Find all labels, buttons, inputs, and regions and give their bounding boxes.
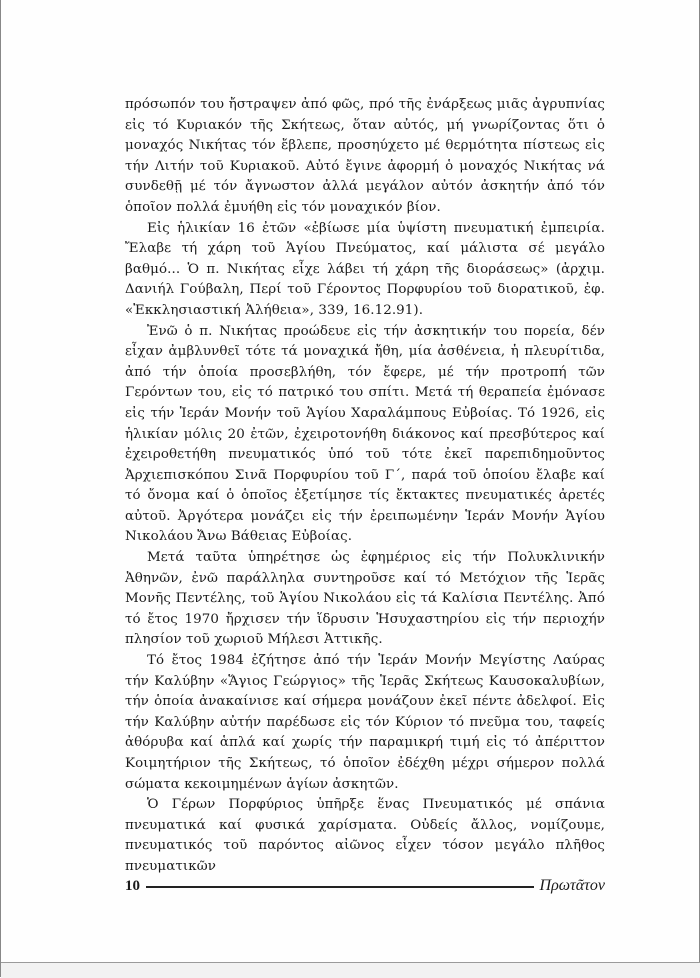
paragraph-3: Ἐνῶ ὁ π. Νικήτας προώδευε εἰς τήν ἀσκητικήν του πορεία, δέν εἶχαν ἀμβλυνθεῖ τότε τά μοναχικά ἤθη, μία ἀσθένεια, ἡ πλευρίτιδα, ἀπό τήν ὁποία προσεβλήθη, τόν ἔφερε, μέ τήν προτροπή τῶν Γερόντων του, εἰς τό πατρικό του σπίτι. Μετά τή θεραπεία ἐμόνασε εἰς τήν Ἱεράν Μονήν τοῦ Ἁγίου Χαραλάμπους Εὐβοίας. Τό 1926, εἰς ἡλικίαν μόλις 20 ἐτῶν, ἐχειροτονήθη διάκονος καί πρεσβύτερος καί ἐχειροθετήθη πνευματικός ὑπό τοῦ τότε ἐκεῖ παρεπιδημοῦντος Ἀρχιεπισκόπου Σινᾶ Πορφυρίου τοῦ Γ΄, παρά τοῦ ὁποίου ἔλαβε καί τό ὄνομα καί ὁ ὁποῖος ἐξετίμησε τίς ἔκτακτες πνευματικές ἀρετές αὐτοῦ. Ἀργότερα μονάζει εἰς τήν ἐρειπωμένην Ἱεράν Μονήν Ἁγίου Νικολάου Ἄνω Βάθειας Εὐβοίας. [125, 323, 605, 545]
paragraph-5: Τό ἔτος 1984 ἐζήτησε ἀπό τήν Ἱεράν Μονήν Μεγίστης Λαύρας τήν Καλύβην «Ἅγιος Γεώργιος» τῆς Ἱερᾶς Σκήτεως Καυσοκαλυβίων, τήν ὁποία ἀνακαίνισε καί σήμερα μονάζουν ἐκεῖ πέντε ἀδελφοί. Εἰς τήν Καλύβην αὐτήν παρέδωσε εἰς τόν Κύριον τό πνεῦμα του, ταφείς ἀθόρυβα καί ἁπλά καί χωρίς τήν παραμικρή τιμή εἰς τό ἀπέριττον Κοιμητήριον τῆς Σκήτεως, τό ὁποῖον ἐδέχθη μέχρι σήμερον πολλά σώματα κεκοιμημένων ἁγίων ἀσκητῶν. [125, 653, 605, 792]
paragraph-4: Μετά ταῦτα ὑπηρέτησε ὡς ἐφημέριος εἰς τήν Πολυκλινικήν Ἀθηνῶν, ἐνῶ παράλληλα συντηροῦσε καί τό Μετόχιον τῆς Ἱερᾶς Μονῆς Πεντέλης, τοῦ Ἁγίου Νικολάου εἰς τά Καλίσια Πεντέλης. Ἀπό τό ἔτος 1970 ἤρχισεν τήν ἵδρυσιν Ἡσυχαστηρίου εἰς τήν περιοχήν πλησίον τοῦ χωριοῦ Μήλεσι Ἀττικῆς. [125, 550, 605, 648]
paragraph-1: πρόσωπόν του ἤστραψεν ἀπό φῶς, πρό τῆς ἐνάρξεως μιᾶς ἀγρυπνίας εἰς τό Κυριακόν τῆς Σκήτεως, ὅταν αὐτός, μή γνωρίζοντας ὅτι ὁ μοναχός Νικήτας τόν ἔβλεπε, προσηύχετο μέ θερμότητα πίστεως εἰς τήν Λιτήν τοῦ Κυριακοῦ. Αὐτό ἔγινε ἀφορμή ὁ μοναχός Νικήτας νά συνδεθῇ μέ τόν ἄγνωστον ἀλλά μεγάλον αὐτόν ἀσκητήν ἀπό τόν ὁποῖον πολλά ἐμυήθη εἰς τόν μοναχικόν βίον. [125, 97, 605, 215]
paragraph-2: Εἰς ἡλικίαν 16 ἐτῶν «ἐβίωσε μία ὑψίστη πνευματική ἐμπειρία. Ἔλαβε τή χάρη τοῦ Ἁγίου Πνεύματος, καί μάλιστα σέ μεγάλο βαθμό... Ὁ π. Νικήτας εἶχε λάβει τή χάρη τῆς διοράσεως» (ἀρχιμ. Δανιήλ Γούβαλη, Περί τοῦ Γέροντος Πορφυρίου τοῦ διορατικοῦ, ἐφ. «Ἐκκλησιαστική Ἀλήθεια», 339, 16.12.91). [125, 220, 605, 318]
page-bottom-edge [1, 962, 700, 978]
body-text [125, 95, 605, 878]
footer-rule [146, 886, 534, 888]
paragraph-6: Ὁ Γέρων Πορφύριος ὑπῆρξε ἕνας Πνευματικός μέ σπάνια πνευματικά καί φυσικά χαρίσματα. Οὐδείς ἄλλος, νομίζουμε, πνευματικός τοῦ παρόντος αἰῶνος εἶχεν τόσον μεγάλο πλῆθος πνευματικῶν [125, 797, 605, 874]
page-number: 10 [125, 877, 140, 894]
running-title: Πρωτᾶτον [539, 877, 605, 894]
page-footer [125, 875, 605, 897]
